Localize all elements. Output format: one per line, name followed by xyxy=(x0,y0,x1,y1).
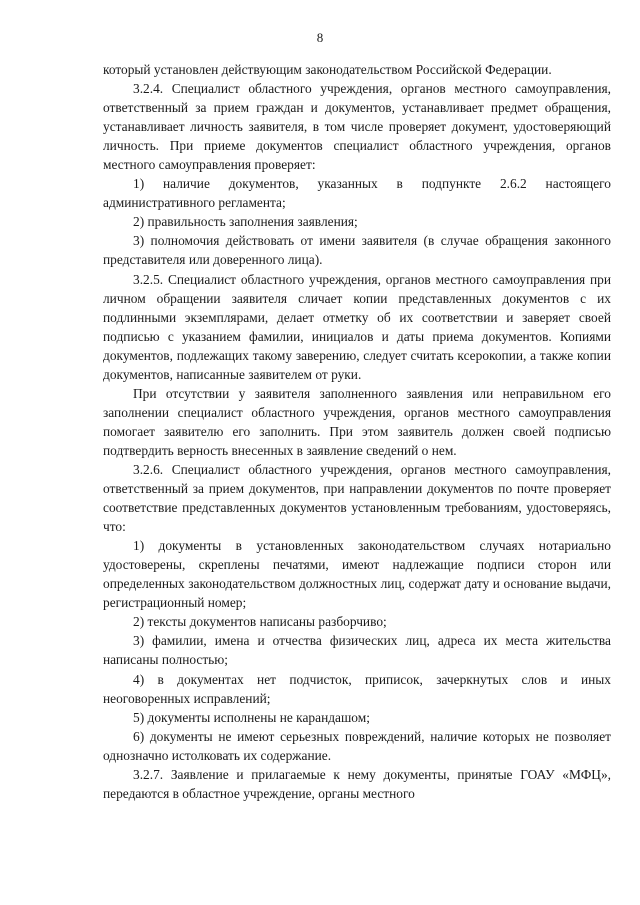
document-body xyxy=(103,60,611,803)
paragraph-3-2-7: 3.2.7. Заявление и прилагаемые к нему документы, принятые ГОАУ «МФЦ», передаются в областное учреждение, органы местного xyxy=(103,766,611,801)
paragraph-3-2-6: 3.2.6. Специалист областного учреждения, органов местного самоуправления, ответственный за прием документов, при направлении документов по почте проверяет соответствие представленных документов установленным требованиям, удостоверяясь, что: xyxy=(103,461,611,535)
list-item: 1) документы в установленных законодательством случаях нотариально удостоверены, скреплены печатями, имеют надлежащие подписи сторон или определенных законодательством должностных лиц, содержат дату и основание выдачи, регистрационный номер; xyxy=(103,538,611,611)
list-item: 5) документы исполнены не карандашом; xyxy=(133,709,370,725)
page-number: 8 xyxy=(316,30,324,45)
list-item: 6) документы не имеют серьезных повреждений, наличие которых не позволяет однозначно истолковать их содержание. xyxy=(103,728,611,763)
list-item: 4) в документах нет подчисток, приписок, зачеркнутых слов и иных неоговоренных исправлений; xyxy=(103,671,611,706)
paragraph-3-2-4: 3.2.4. Специалист областного учреждения, органов местного самоуправления, ответственный за прием граждан и документов, устанавливает предмет обращения, устанавливает личность заявителя, в том числе проверяет документ, удостоверяющий личность. При приеме документов специалист областного учреждения, органов местного самоуправления проверяет: xyxy=(103,81,611,173)
paragraph-3-2-5: 3.2.5. Специалист областного учреждения, органов местного самоуправления при личном обращении заявителя сличает копии представленных документов с их подлинными экземплярами, делает отметку об их соответствии и заверяет своей подписью с указанием фамилии, инициалов и даты приема документов. Копиями документов, подлежащих такому заверению, следует считать ксерокопии, а также копии документов, написанные заявителем от руки. xyxy=(103,271,611,382)
list-item: 3) полномочия действовать от имени заявителя (в случае обращения законного представителя или доверенного лица). xyxy=(103,233,611,268)
list-item: 3) фамилии, имена и отчества физических лиц, адреса их места жительства написаны полностью; xyxy=(103,633,611,668)
paragraph-continuation: который установлен действующим законодательством Российской Федерации. xyxy=(103,62,552,77)
paragraph: При отсутствии у заявителя заполненного заявления или неправильном его заполнении специалист областного учреждения, органов местного самоуправления помогает заявителю его заполнить. При этом заявитель должен своей подписью подтвердить верность внесенных в заявление сведений о нем. xyxy=(103,385,611,458)
list-item: 2) правильность заполнения заявления; xyxy=(133,214,358,230)
list-item: 1) наличие документов, указанных в подпункте 2.6.2 настоящего административного регламента; xyxy=(103,176,611,211)
list-item: 2) тексты документов написаны разборчиво; xyxy=(133,614,387,630)
